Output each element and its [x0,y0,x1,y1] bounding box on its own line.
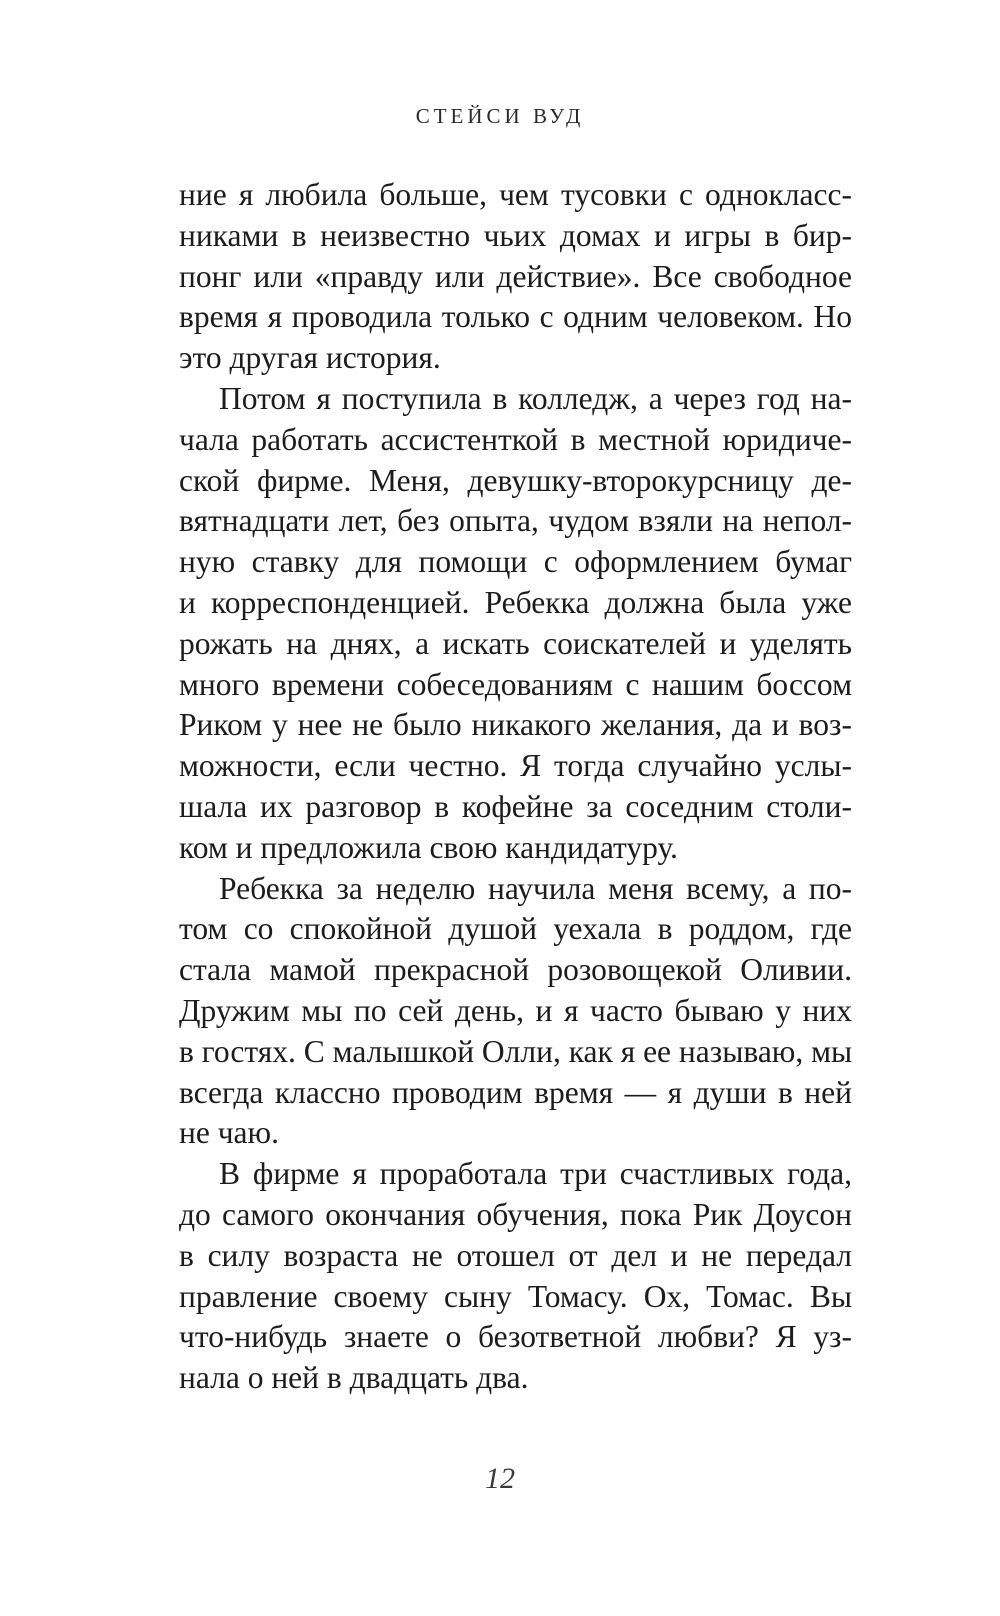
text-line: ную ставку для помощи с оформлением бумаг [179,544,852,580]
text-line: Ребекка за неделю научила меня всему, а по- [219,870,852,906]
text-line: до самого окончания обучения, пока Рик Доусон [179,1196,852,1232]
text-line: ком и предложила свою кандидатуру. [179,829,678,865]
body-text [179,175,852,1399]
text-line: В фирме я проработала три счастливых года, [219,1156,852,1192]
text-line: и корреспонденцией. Ребекка должна была уже [179,584,852,620]
running-head-author: СТЕЙСИ ВУД [415,104,585,128]
text-line: нала о ней в двадцать два. [179,1360,529,1396]
text-line: Риком у нее не было никакого желания, да и воз- [179,707,852,743]
paragraph-1 [179,175,852,379]
paragraph-4 [179,1154,852,1399]
text-line: стала мамой прекрасной розовощекой Оливии. [179,952,852,988]
text-line: понг или «правду или действие». Все свободное [179,258,852,294]
text-line: вятнадцати лет, без опыта, чудом взяли на непол- [179,503,852,539]
text-line: много времени собеседованиям с нашим боссом [179,666,852,702]
text-line: Потом я поступила в колледж, а через год на- [219,380,852,416]
page-number: 12 [485,1462,515,1495]
text-line: шала их разговор в кофейне за соседним столи- [179,788,852,824]
text-line: в силу возраста не отошел от дел и не передал [179,1237,852,1273]
text-line: это другая история. [179,340,441,376]
text-line: рожать на днях, а искать соискателей и уделять [179,625,852,661]
text-line: правление своему сыну Томасу. Ох, Томас. Вы [179,1278,852,1314]
text-line: ние я любила больше, чем тусовки с однокласс- [179,177,852,212]
text-line: в гостях. С малышкой Олли, как я ее называю, мы [179,1033,853,1069]
paragraph-2 [179,379,852,869]
paragraph-3 [179,869,852,1155]
text-line: том со спокойной душой уехала в роддом, где [179,911,852,947]
text-line: никами в неизвестно чьих домах и игры в бир- [179,217,852,253]
text-line: можности, если честно. Я тогда случайно услы- [179,748,852,784]
text-line: чала работать ассистенткой в местной юридиче- [179,421,852,457]
text-line: время я проводила только с одним человеком. Но [179,299,852,335]
text-line: Дружим мы по сей день, и я часто бываю у них [179,992,852,1028]
text-line: ской фирме. Меня, девушку-второкурсницу де- [179,462,852,498]
text-line: что-нибудь знаете о безответной любви? Я уз- [179,1319,852,1355]
text-line: не чаю. [179,1115,279,1151]
text-line: всегда классно проводим время — я души в ней [179,1074,852,1110]
